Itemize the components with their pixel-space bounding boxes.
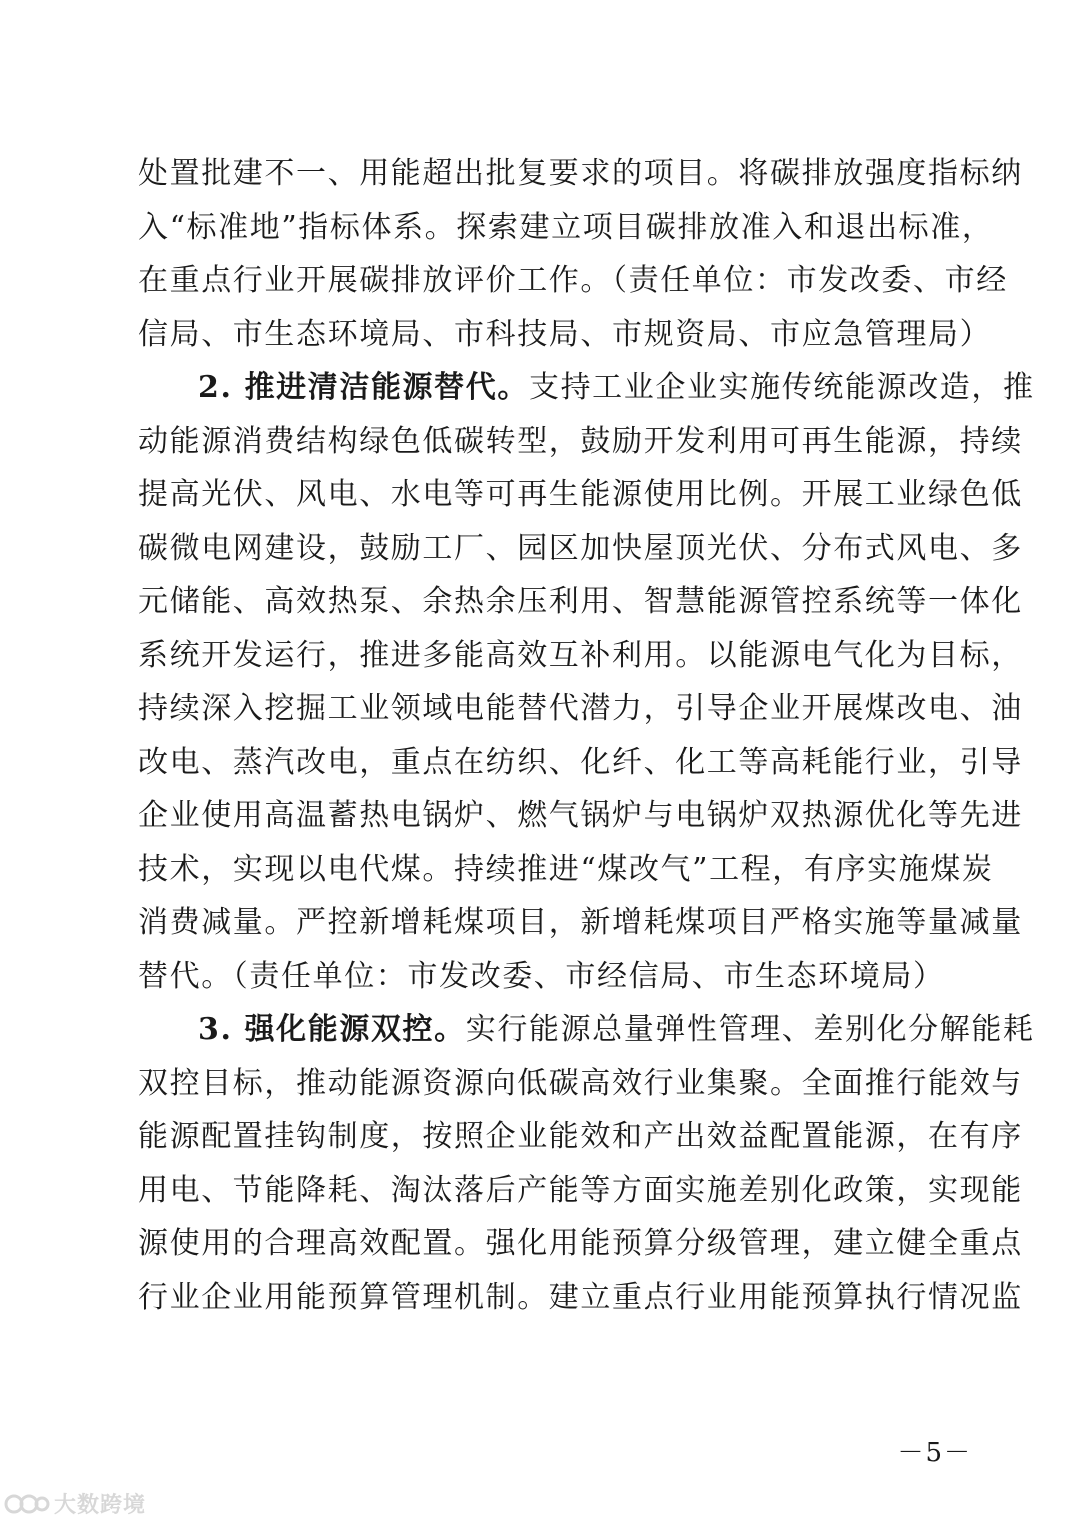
text-line: 系统开发运行，推进多能高效互补利用。以能源电气化为目标， [138, 637, 1023, 673]
watermark-logo-icon [4, 1491, 50, 1517]
text-line [138, 1003, 1035, 1057]
text-line [138, 361, 1035, 415]
text-run: 实行能源总量弹性管理、差别化分解能耗 [465, 1012, 1035, 1047]
text-line: 碳微电网建设，鼓励工厂、园区加快屋顶光伏、分布式风电、多 [138, 530, 1023, 566]
text-line: 源使用的合理高效配置。强化用能预算分级管理，建立健全重点 [138, 1226, 1023, 1261]
text-line: 改电、蒸汽改电，重点在纺织、化纤、化工等高耗能行业，引导 [138, 744, 1023, 780]
text-line: 企业使用高温蓄热电锅炉、燃气锅炉与电锅炉双热源优化等先进 [138, 798, 1023, 833]
paragraph-1 [138, 147, 1023, 361]
text-line: 处置批建不一、用能超出批复要求的项目。将碳排放强度指标纳 [138, 156, 1023, 191]
paragraph-heading: 3. 强化能源双控。 [198, 1012, 466, 1047]
text-line: 持续深入挖掘工业领域电能替代潜力，引导企业开展煤改电、油 [138, 691, 1023, 726]
text-line: 提高光伏、风电、水电等可再生能源使用比例。开展工业绿色低 [138, 477, 1023, 512]
paragraph-heading: 2. 推进清洁能源替代。 [198, 370, 529, 405]
paragraph-2 [138, 361, 1035, 1003]
text-line: 能源配置挂钩制度，按照企业能效和产出效益配置能源，在有序 [138, 1119, 1023, 1154]
watermark [4, 1488, 146, 1519]
watermark-text: 大数跨境 [54, 1493, 147, 1518]
text-line: 双控目标，推动能源资源向低碳高效行业集聚。全面推行能效与 [138, 1065, 1023, 1101]
text-line: 技术，实现以电代煤。持续推进“煤改气”工程，有序实施煤炭 [138, 851, 994, 887]
text-line: 动能源消费结构绿色低碳转型，鼓励开发利用可再生能源，持续 [138, 423, 1023, 459]
text-line: 信局、市生态环境局、市科技局、市规资局、市应急管理局） [138, 316, 992, 352]
page-number: －5－ [897, 1438, 972, 1468]
text-line: 消费减量。严控新增耗煤项目，新增耗煤项目严格实施等量减量 [138, 905, 1023, 940]
document-body [138, 147, 1035, 1324]
text-line: 在重点行业开展碳排放评价工作。（责任单位：市发改委、市经 [138, 263, 1008, 298]
text-line: 用电、节能降耗、淘汰落后产能等方面实施差别化政策，实现能 [138, 1172, 1023, 1208]
paragraph-3 [138, 1003, 1035, 1324]
text-line: 入“标准地”指标体系。探索建立项目碳排放准入和退出标准， [138, 209, 994, 245]
text-line: 替代。（责任单位：市发改委、市经信局、市生态环境局） [138, 958, 945, 994]
text-line: 行业企业用能预算管理机制。建立重点行业用能预算执行情况监 [138, 1279, 1023, 1315]
text-run: 支持工业企业实施传统能源改造，推 [528, 370, 1035, 405]
text-line: 元储能、高效热泵、余热余压利用、智慧能源管控系统等一体化 [138, 584, 1023, 619]
